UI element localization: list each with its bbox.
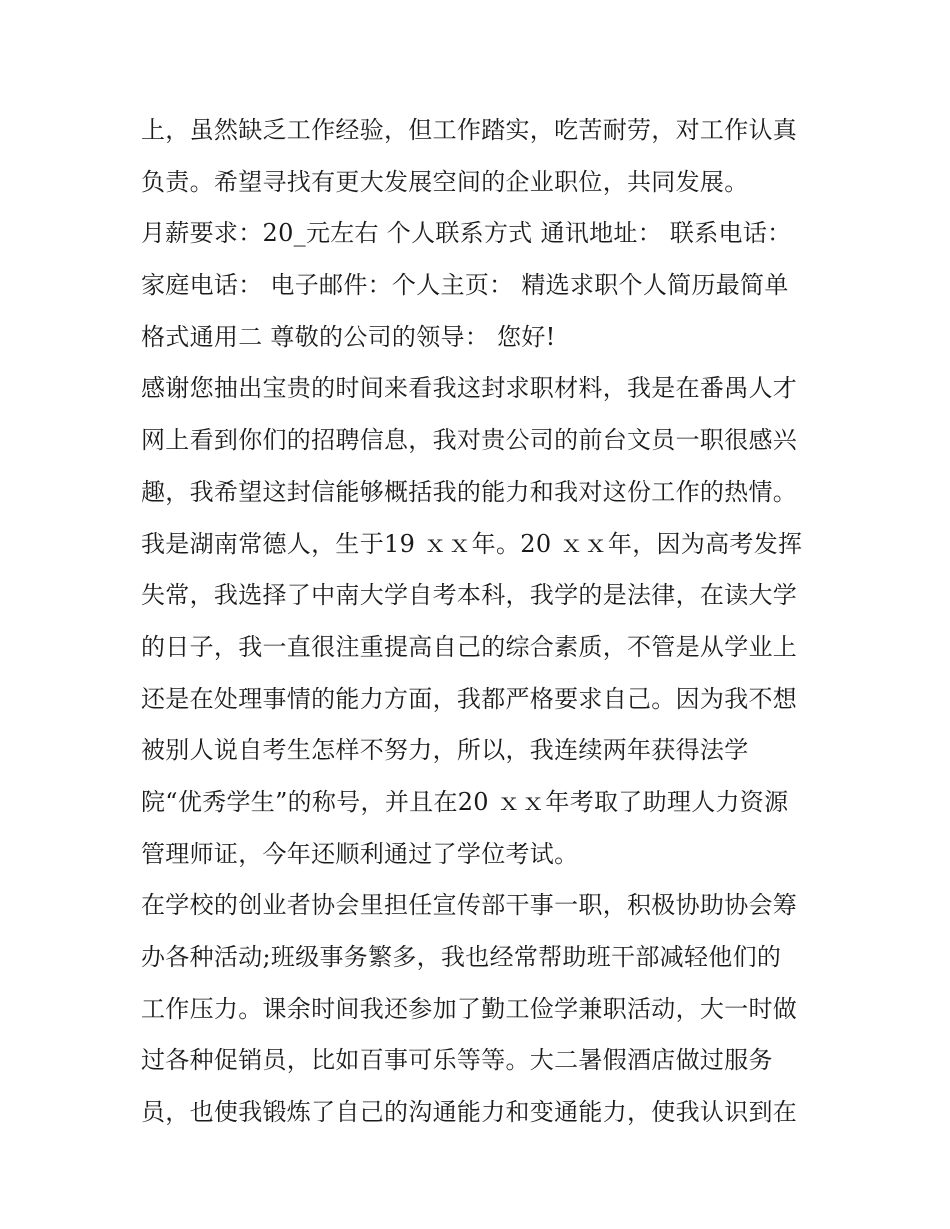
text-line: 失常，我选择了中南大学自考本科，我学的是法律，在读大学 — [141, 581, 798, 610]
text-line: 的日子，我一直很注重提高自己的综合素质，不管是从学业上 — [141, 632, 798, 661]
text-line: 管理师证，今年还顺利通过了学位考试。 — [141, 839, 579, 868]
text-line: 院“优秀学生”的称号，并且在20 ｘｘ年考取了助理人力资源 — [141, 787, 789, 816]
text-line: 员，也使我锻炼了自己的沟通能力和变通能力，使我认识到在 — [141, 1098, 798, 1127]
text-line: 趣，我希望这封信能够概括我的能力和我对这份工作的热情。 — [141, 477, 798, 506]
text-line: 负责。希望寻找有更大发展空间的企业职位，共同发展。 — [141, 167, 749, 196]
text-line: 格式通用二 尊敬的公司的领导： 您好! — [141, 322, 556, 351]
text-line: 网上看到你们的招聘信息，我对贵公司的前台文员一职很感兴 — [141, 426, 798, 455]
text-line: 过各种促销员，比如百事可乐等等。大二暑假酒店做过服务 — [141, 1046, 773, 1075]
body-text — [141, 108, 821, 1142]
text-line: 家庭电话： 电子邮件：个人主页： 精选求职个人简历最简单 — [141, 271, 789, 300]
text-line: 还是在处理事情的能力方面，我都严格要求自己。因为我不想 — [141, 684, 798, 713]
text-line: 上，虽然缺乏工作经验，但工作踏实，吃苦耐劳，对工作认真 — [141, 116, 798, 144]
text-line: 在学校的创业者协会里担任宣传部干事一职，积极协助协会筹 — [141, 891, 798, 920]
text-line: 我是湖南常德人，生于19 ｘｘ年。20 ｘｘ年，因为高考发挥 — [141, 529, 803, 558]
text-line: 被别人说自考生怎样不努力，所以，我连续两年获得法学 — [141, 736, 749, 765]
text-line: 感谢您抽出宝贵的时间来看我这封求职材料，我是在番禺人才 — [141, 374, 798, 403]
text-line: 工作压力。课余时间我还参加了勤工俭学兼职活动，大一时做 — [141, 994, 798, 1023]
text-line: 月薪要求：20_元左右 个人联系方式 通讯地址： 联系电话： — [141, 219, 792, 248]
text-line: 办各种活动;班级事务繁多，我也经常帮助班干部减轻他们的 — [141, 943, 782, 971]
